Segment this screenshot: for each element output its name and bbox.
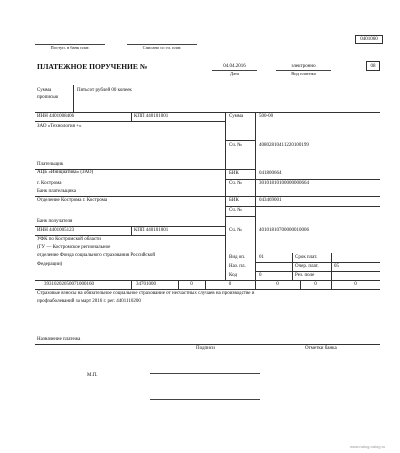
payee-bank-name: Отделение Кострома г. Кострома xyxy=(37,198,108,203)
tax-basis: 0 xyxy=(190,282,193,287)
vid-op-label: Вид оп. xyxy=(229,255,246,260)
grid-line xyxy=(35,235,225,236)
payee-corr-label: Сч. № xyxy=(229,208,243,213)
document-title: ПЛАТЕЖНОЕ ПОРУЧЕНИЕ № xyxy=(37,62,148,71)
amount-words-label-2: прописью xyxy=(37,95,59,100)
grid-line xyxy=(35,280,380,281)
payer-inn: ИНН 4401008406 xyxy=(37,114,75,119)
payer-corr-label: Сч. № xyxy=(229,181,243,186)
payee-line-4: Федерации) xyxy=(37,262,63,267)
amount-value: 500-00 xyxy=(259,114,274,119)
amount-words-label-1: Сумма xyxy=(37,88,52,93)
grid-line xyxy=(35,289,380,290)
tax-doc-date: 0 xyxy=(314,282,317,287)
grid-line xyxy=(331,253,332,280)
grid-line xyxy=(131,226,132,235)
payer-bank-caption: Банк плательщика xyxy=(37,189,76,194)
grid-line xyxy=(225,112,226,280)
signatures-caption: Подписи xyxy=(196,346,215,351)
signature-line-2 xyxy=(150,399,260,400)
payee-account-label: Сч. № xyxy=(229,228,243,233)
watermark: www.nalog-nalog.ru xyxy=(350,444,386,449)
grid-line xyxy=(225,206,380,207)
grid-line xyxy=(35,196,380,197)
date-caption: Дата xyxy=(230,71,239,76)
tax-divider xyxy=(131,280,132,289)
payer-bik-label: БИК xyxy=(229,171,239,176)
date-value: 04.04.2016 xyxy=(223,64,246,69)
grid-line xyxy=(35,226,225,227)
grid-line xyxy=(131,112,132,121)
payment-type-value: электронно xyxy=(291,64,316,69)
grid-line xyxy=(225,216,255,217)
kod-value: 0 xyxy=(259,273,262,278)
purpose-caption: Назначение платежа xyxy=(37,337,81,342)
payee-line-2: (ГУ — Костромское региональное xyxy=(37,245,111,250)
grid-line xyxy=(255,262,380,263)
form-code: 0401060 xyxy=(355,35,383,44)
payee-bank-caption: Банк получателя xyxy=(37,219,73,224)
signature-line-1 xyxy=(150,373,260,374)
grid-line xyxy=(292,253,293,280)
payee-line-1: УФК по Костромской области xyxy=(37,237,101,242)
srok-label: Срок плат. xyxy=(295,255,318,260)
grid-line xyxy=(225,140,255,141)
payee-line-3: отделение Фонда социального страхования Российской xyxy=(37,253,156,258)
payer-caption: Плательщик xyxy=(37,162,64,167)
payee-bik-label: БИК xyxy=(229,198,239,203)
tax-doc-number: 0 xyxy=(276,282,279,287)
grid-line xyxy=(225,179,380,180)
payment-type-caption: Вид платежа xyxy=(291,71,316,76)
purpose-line-2: профзаболеваний за март 2016 г. рег. 4401110200 xyxy=(37,299,141,304)
payer-account-value: 40802810411220100199 xyxy=(259,143,309,148)
vid-op-value: 01 xyxy=(259,255,264,260)
payee-kpp: КПП 440101001 xyxy=(134,228,169,233)
stamp-caption: М.П. xyxy=(87,373,98,378)
grid-line xyxy=(255,271,380,272)
received-caption: Поступ. в банк плат. xyxy=(50,45,90,50)
purpose-bottom-line xyxy=(35,344,380,345)
payer-corr-value: 30101810100000000664 xyxy=(259,181,309,186)
amount-words-value: Пятьсот рублей 00 копеек xyxy=(77,88,132,93)
payer-account-label: Сч. № xyxy=(229,143,243,148)
grid-line xyxy=(35,112,380,113)
payee-inn: ИНН 4401005123 xyxy=(37,228,75,233)
amount-words-divider xyxy=(73,85,74,112)
tax-type: 0 xyxy=(354,282,357,287)
payer-name: ЗАО «Технология +» xyxy=(37,124,82,129)
payee-bik-value: 043469001 xyxy=(259,198,282,203)
status-code: 08 xyxy=(366,61,380,71)
grid-line xyxy=(255,112,256,280)
payer-bank-name: АЦБ «Инициатива» (ЗАО) xyxy=(37,170,94,175)
amount-label: Сумма xyxy=(229,114,244,119)
naz-label: Наз. пл. xyxy=(229,264,246,269)
ochered-label: Очер. плат. xyxy=(295,264,319,269)
rez-label: Рез. поле xyxy=(295,273,315,278)
ochered-value: 05 xyxy=(334,264,339,269)
payer-bik-value: 041800664 xyxy=(259,171,282,176)
purpose-line-1: Страховые взносы на обязательное социальное страхование от несчастных случаев на производстве и xyxy=(37,291,255,296)
grid-line xyxy=(35,121,225,122)
tax-oktmo: 34701000 xyxy=(136,282,156,287)
debited-caption: Списано со сч. плат. xyxy=(142,45,182,50)
tax-period: 0 xyxy=(228,282,232,287)
tax-kbk: 39310202050071000160 xyxy=(44,282,94,287)
payer-bank-city: г. Кострома xyxy=(37,181,62,186)
payer-kpp: КПП 440101001 xyxy=(134,114,169,119)
kod-label: Код xyxy=(229,273,237,278)
payee-account-value: 40101810700000010006 xyxy=(259,228,309,233)
bank-marks-caption: Отметки банка xyxy=(305,346,337,351)
